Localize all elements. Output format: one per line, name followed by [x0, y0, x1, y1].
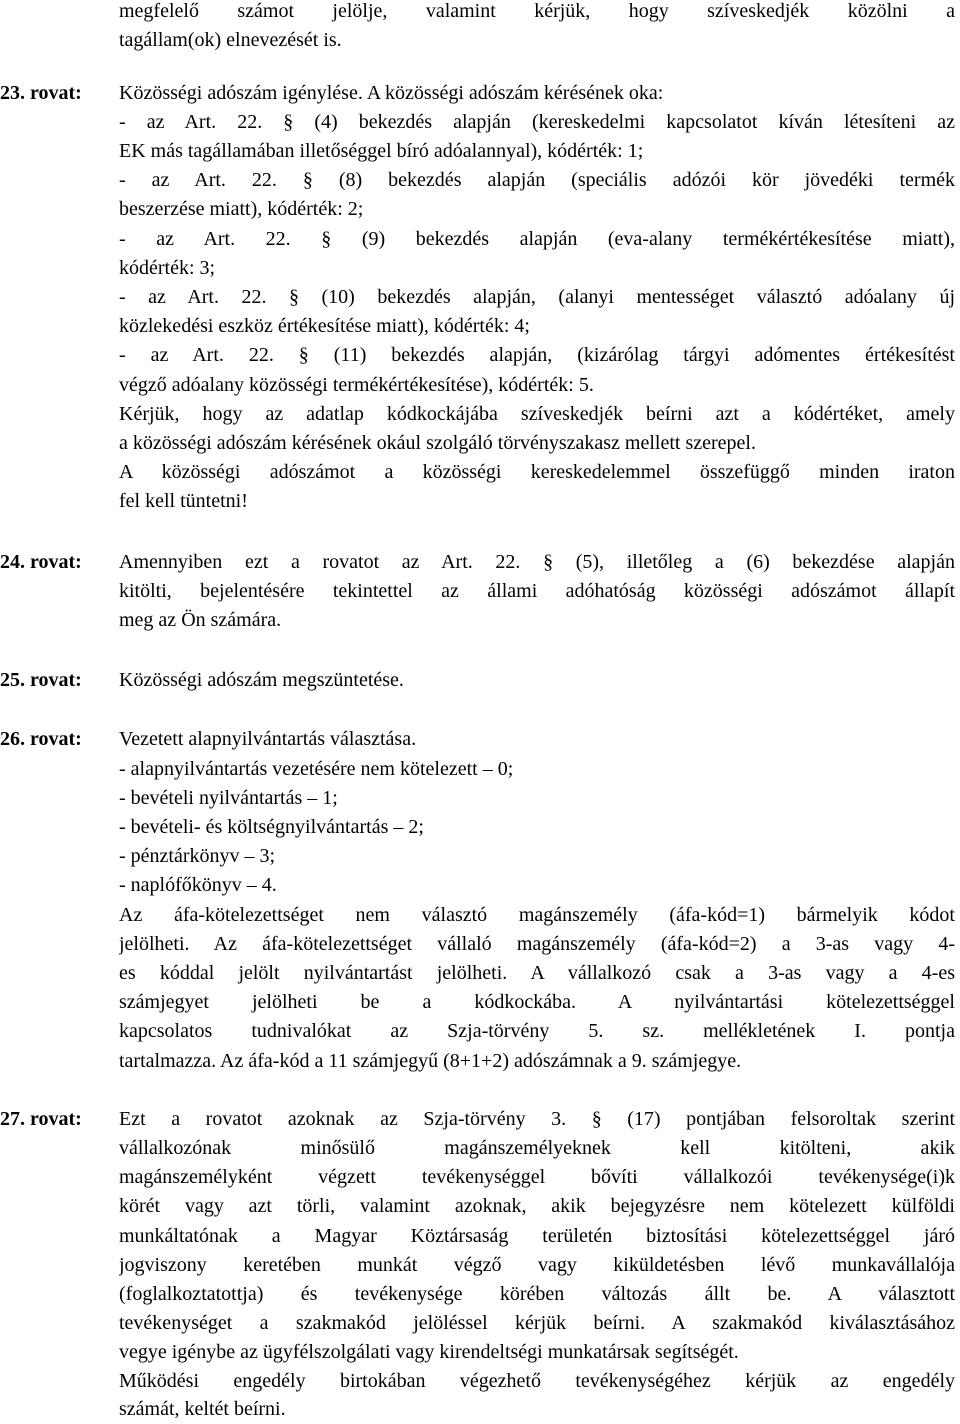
text-line: végző adóalany közösségi termékértékesítése), kódérték: 5.	[119, 374, 594, 396]
text-line: Vezetett alapnyilvántartás választása.	[119, 728, 417, 750]
list-item: - bevételi- és költségnyilvántartás – 2;	[119, 816, 424, 838]
text-line: meg az Ön számára.	[119, 609, 282, 631]
text-line: Amennyiben ezt a rovatot az Art. 22. § (5), illetőleg a (6) bekezdése alapján	[119, 551, 955, 573]
text-line: kódérték: 3;	[119, 257, 216, 279]
text-line: es kóddal jelölt nyilvántartást jelölheti. A vállalkozó csak a 3-as vagy a 4-es	[119, 962, 955, 984]
text-line: (foglalkoztatottja) és tevékenysége körében változás állt be. A választott	[119, 1283, 955, 1305]
text-line: kapcsolatos tudnivalókat az Szja-törvény 5. sz. mellékletének I. pontja	[119, 1020, 955, 1042]
text-line: - az Art. 22. § (4) bekezdés alapján (kereskedelmi kapcsolatot kíván létesíteni az	[119, 111, 955, 133]
text-line: jelölheti. Az áfa-kötelezettséget vállaló magánszemély (áfa-kód=2) a 3-as vagy 4-	[119, 933, 955, 955]
list-item: - alapnyilvántartás vezetésére nem kötelezett – 0;	[119, 758, 514, 780]
text-line: Kérjük, hogy az adatlap kódkockájába szíveskedjék beírni azt a kódértéket, amely	[119, 403, 955, 425]
section-label-24: 24. rovat:	[0, 551, 82, 573]
text-line: számjegyet jelölheti be a kódkockába. A nyilvántartási kötelezettséggel	[119, 991, 955, 1013]
text-line: fel kell tüntetni!	[119, 490, 248, 512]
text-line: Közösségi adószám igénylése. A közösségi adószám kérésének oka:	[119, 82, 664, 104]
text-line: vegye igénybe az ügyfélszolgálati vagy kirendeltségi munkatársak segítségét.	[119, 1341, 739, 1363]
list-item: - bevételi nyilvántartás – 1;	[119, 787, 338, 809]
text-line: tagállam(ok) elnevezését is.	[119, 29, 342, 51]
text-line: vállalkozónak minősülő magánszemélyeknek kell kitölteni, akik	[119, 1137, 955, 1159]
text-line: a közösségi adószám kérésének okául szolgáló törvényszakasz mellett szerepel.	[119, 432, 756, 454]
section-label-23: 23. rovat:	[0, 82, 82, 104]
section-label-26: 26. rovat:	[0, 728, 82, 750]
text-line: jogviszony keretében munkát végző vagy kiküldetésben lévő munkavállalója	[119, 1254, 955, 1276]
text-line: Közösségi adószám megszüntetése.	[119, 669, 404, 691]
text-line: A közösségi adószámot a közösségi kereskedelemmel összefüggő minden iraton	[119, 461, 955, 483]
text-line: - az Art. 22. § (8) bekezdés alapján (speciális adózói kör jövedéki termék	[119, 169, 955, 191]
text-line: - az Art. 22. § (10) bekezdés alapján, (alanyi mentességet választó adóalany új	[119, 286, 955, 308]
text-line: tartalmazza. Az áfa-kód a 11 számjegyű (8+1+2) adószámnak a 9. számjegye.	[119, 1050, 742, 1072]
text-line: megfelelő számot jelölje, valamint kérjük, hogy szíveskedjék közölni a	[119, 0, 955, 22]
list-item: - pénztárkönyv – 3;	[119, 845, 276, 867]
list-item: - naplófőkönyv – 4.	[119, 874, 277, 896]
section-label-25: 25. rovat:	[0, 669, 82, 691]
text-line: EK más tagállamában illetőséggel bíró adóalannyal), kódérték: 1;	[119, 140, 644, 162]
text-line: közlekedési eszköz értékesítése miatt), kódérték: 4;	[119, 315, 530, 337]
text-line: Működési engedély birtokában végezhető tevékenységéhez kérjük az engedély	[119, 1370, 955, 1392]
section-label-27: 27. rovat:	[0, 1108, 82, 1130]
text-line: kitölti, bejelentésére tekintettel az állami adóhatóság közösségi adószámot állapít	[119, 580, 955, 602]
text-line: - az Art. 22. § (11) bekezdés alapján, (kizárólag tárgyi adómentes értékesítést	[119, 344, 955, 366]
text-line: - az Art. 22. § (9) bekezdés alapján (eva-alany termékértékesítése miatt),	[119, 228, 955, 250]
text-line: Ezt a rovatot azoknak az Szja-törvény 3. § (17) pontjában felsoroltak szerint	[119, 1108, 955, 1130]
text-line: tevékenységet a szakmakód jelöléssel kérjük beírni. A szakmakód kiválasztásához	[119, 1312, 955, 1334]
text-line: Az áfa-kötelezettséget nem választó magánszemély (áfa-kód=1) bármelyik kódot	[119, 904, 955, 926]
text-line: magánszemélyként végzett tevékenységgel bővíti vállalkozói tevékenysége(i)k	[119, 1166, 955, 1188]
text-line: körét vagy azt törli, valamint azoknak, akik bejegyzésre nem kötelezett külföldi	[119, 1195, 955, 1217]
text-line: beszerzése miatt), kódérték: 2;	[119, 198, 364, 220]
text-line: számát, keltét beírni.	[119, 1398, 286, 1420]
text-line: munkáltatónak a Magyar Köztársaság területén biztosítási kötelezettséggel járó	[119, 1225, 955, 1247]
